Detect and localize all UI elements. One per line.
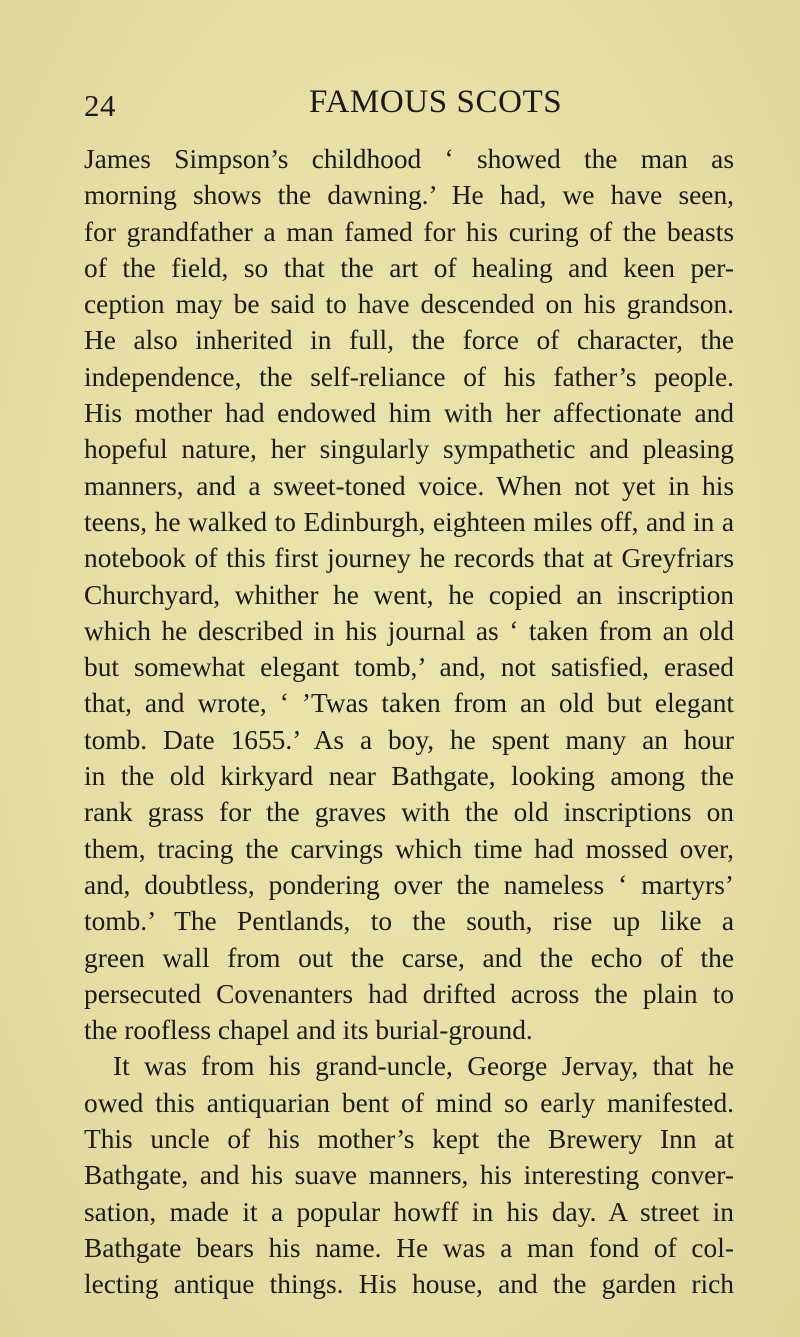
text-line: This uncle of his mother’s kept the Brewery Inn at bbox=[84, 1124, 734, 1155]
text-line: James Simpson’s childhood ‘ showed the man as bbox=[84, 144, 734, 174]
text-line: in the old kirkyard near Bathgate, looking among the bbox=[84, 761, 734, 792]
body-text bbox=[84, 141, 734, 1303]
text-line: them, tracing the carvings which time had mossed over, bbox=[84, 833, 734, 864]
text-line: Bathgate bears his name. He was a man fond of col- bbox=[84, 1232, 734, 1263]
text-line: notebook of this first journey he records that at Greyfriars bbox=[84, 543, 734, 574]
text-line: manners, and a sweet-toned voice. When not yet in his bbox=[84, 470, 734, 501]
text-line: independence, the self-reliance of his father’s people. bbox=[84, 361, 734, 392]
text-line: lecting antique things. His house, and the garden rich bbox=[84, 1269, 734, 1300]
text-line: His mother had endowed him with her affectionate and bbox=[84, 398, 734, 429]
text-line: hopeful nature, her singularly sympathetic and pleasing bbox=[84, 434, 734, 465]
text-line: that, and wrote, ‘ ’Twas taken from an old but elegant bbox=[84, 688, 734, 719]
text-line: green wall from out the carse, and the echo of the bbox=[84, 942, 734, 973]
text-line: Bathgate, and his suave manners, his interesting conver- bbox=[84, 1160, 734, 1191]
page-header bbox=[84, 84, 734, 124]
text-line: rank grass for the graves with the old inscriptions on bbox=[84, 797, 734, 828]
text-line: tomb. Date 1655.’ As a boy, he spent many an hour bbox=[84, 724, 734, 755]
text-line: persecuted Covenanters had drifted across the plain to bbox=[84, 978, 734, 1009]
text-line: teens, he walked to Edinburgh, eighteen miles off, and in a bbox=[84, 506, 734, 537]
text-line: for grandfather a man famed for his curing of the beasts bbox=[84, 216, 734, 247]
text-line: He also inherited in full, the force of character, the bbox=[84, 325, 734, 356]
text-line: ception may be said to have descended on his grandson. bbox=[84, 289, 734, 320]
text-line: It was from his grand-uncle, George Jervay, that he bbox=[113, 1051, 734, 1082]
text-line: of the field, so that the art of healing and keen per- bbox=[84, 252, 734, 283]
running-title: FAMOUS SCOTS bbox=[309, 84, 563, 120]
text-line: tomb.’ The Pentlands, to the south, rise up like a bbox=[84, 906, 734, 937]
text-line: Churchyard, whither he went, he copied an inscription bbox=[84, 579, 734, 610]
text-line: and, doubtless, pondering over the nameless ‘ martyrs’ bbox=[84, 869, 734, 900]
text-line: but somewhat elegant tomb,’ and, not satisfied, erased bbox=[84, 652, 734, 683]
text-line: the roofless chapel and its burial-ground. bbox=[84, 1015, 533, 1046]
text-line: sation, made it a popular howff in his day. A street in bbox=[84, 1196, 734, 1227]
text-line: which he described in his journal as ‘ taken from an old bbox=[84, 615, 734, 646]
text-line: owed this antiquarian bent of mind so early manifested. bbox=[84, 1087, 734, 1118]
text-line: morning shows the dawning.’ He had, we have seen, bbox=[84, 180, 734, 211]
page-number: 24 bbox=[84, 88, 116, 123]
